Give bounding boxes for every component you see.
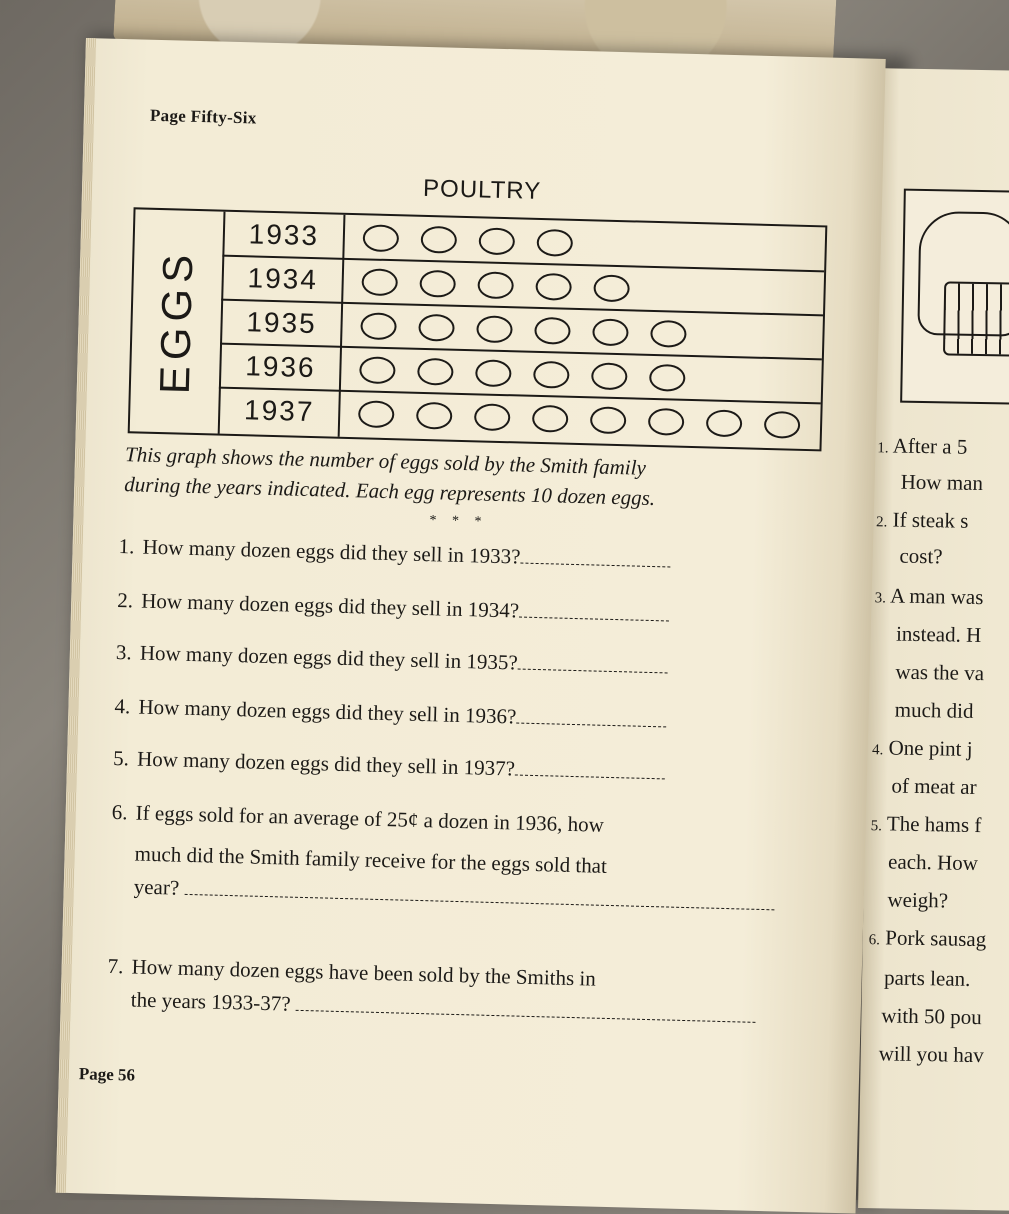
right-question-5-l3: weigh? xyxy=(887,887,949,913)
right-question-3: 3. A man was xyxy=(874,583,984,610)
egg-mark xyxy=(361,268,398,296)
caption-line: during the years indicated. Each egg represents 10 dozen eggs. xyxy=(124,472,656,511)
barrel-drawing xyxy=(943,281,1009,356)
right-question-6-l2: parts lean. xyxy=(883,965,971,991)
year-label: 1934 xyxy=(247,262,319,296)
right-question-4: 4. One pint j xyxy=(871,735,973,761)
egg-mark xyxy=(534,317,571,345)
year-column xyxy=(220,212,346,437)
right-question-1: 1. After a 5 xyxy=(877,433,968,459)
question-6: 6. If eggs sold for an average of 25¢ a dozen in 1936, how much did the Smith family receive for the eggs sold that year? xyxy=(109,797,812,920)
egg-mark xyxy=(474,403,511,431)
eggs-pictograph xyxy=(128,207,828,451)
page-header: Page Fifty-Six xyxy=(149,105,257,128)
egg-mark xyxy=(649,364,686,392)
answer-blank[interactable] xyxy=(518,651,668,674)
right-question-4-cont: of meat ar xyxy=(891,773,977,799)
egg-mark xyxy=(535,273,572,301)
egg-mark xyxy=(532,405,569,433)
right-question-6: 6. Pork sausag xyxy=(868,925,987,952)
question-1: 1. How many dozen eggs did they sell in 1933? xyxy=(118,531,819,580)
answer-blank[interactable] xyxy=(519,599,669,622)
right-question-3-l3: was the va xyxy=(895,659,985,686)
right-question-6-l3: with 50 pou xyxy=(881,1003,982,1030)
egg-mark xyxy=(416,402,453,430)
workbook-page xyxy=(56,38,886,1214)
meat-illustration xyxy=(900,189,1009,406)
year-label: 1933 xyxy=(248,218,320,252)
answer-blank[interactable] xyxy=(515,756,665,779)
egg-mark xyxy=(533,361,570,389)
right-question-1-cont: How man xyxy=(900,469,984,496)
egg-mark xyxy=(477,271,514,299)
answer-blank[interactable] xyxy=(516,705,666,728)
egg-mark xyxy=(417,358,454,386)
egg-mark xyxy=(592,318,629,346)
right-question-2-cont: cost? xyxy=(899,543,943,569)
graph-caption xyxy=(124,439,825,517)
eggs-label-text: EGGS xyxy=(150,248,202,395)
egg-mark xyxy=(418,314,455,342)
section-separator: * * * xyxy=(429,513,488,530)
egg-mark xyxy=(764,411,801,439)
egg-mark xyxy=(359,356,396,384)
egg-mark xyxy=(536,229,573,257)
egg-mark xyxy=(478,227,515,255)
egg-mark xyxy=(475,359,512,387)
page-footer: Page 56 xyxy=(78,1064,136,1085)
egg-mark xyxy=(650,320,687,348)
right-question-6-l4: will you hav xyxy=(878,1041,984,1068)
egg-mark xyxy=(593,274,630,302)
question-3: 3. How many dozen eggs did they sell in 1935? xyxy=(116,637,817,686)
egg-mark xyxy=(358,400,395,428)
question-4: 4. How many dozen eggs did they sell in 1936? xyxy=(114,691,815,740)
right-question-3-l2: instead. H xyxy=(895,621,982,648)
caption-line: This graph shows the number of eggs sold by the Smith family xyxy=(124,442,647,480)
eggs-row-label xyxy=(130,209,226,433)
egg-mark xyxy=(648,408,685,436)
right-question-2: 2. If steak s xyxy=(875,507,969,533)
egg-mark xyxy=(476,315,513,343)
page-title: POULTRY xyxy=(422,174,542,205)
egg-mark xyxy=(419,270,456,298)
egg-mark xyxy=(706,409,743,437)
question-5: 5. How many dozen eggs did they sell in 1937? xyxy=(113,743,814,792)
egg-mark xyxy=(360,312,397,340)
year-label: 1937 xyxy=(243,394,315,428)
answer-blank[interactable] xyxy=(520,545,670,568)
page-edge xyxy=(56,38,96,1193)
right-question-5: 5. The hams f xyxy=(870,811,982,838)
egg-mark xyxy=(590,406,627,434)
egg-mark xyxy=(363,224,400,252)
question-2: 2. How many dozen eggs did they sell in 1934? xyxy=(117,585,818,634)
question-7: 7. How many dozen eggs have been sold by the Smiths in the years 1933-37? xyxy=(106,951,807,1033)
right-question-5-l2: each. How xyxy=(887,849,979,876)
egg-mark xyxy=(420,226,457,254)
egg-mark xyxy=(591,362,628,390)
right-question-3-l4: much did xyxy=(894,697,974,723)
year-label: 1936 xyxy=(244,350,316,384)
year-label: 1935 xyxy=(246,306,318,340)
